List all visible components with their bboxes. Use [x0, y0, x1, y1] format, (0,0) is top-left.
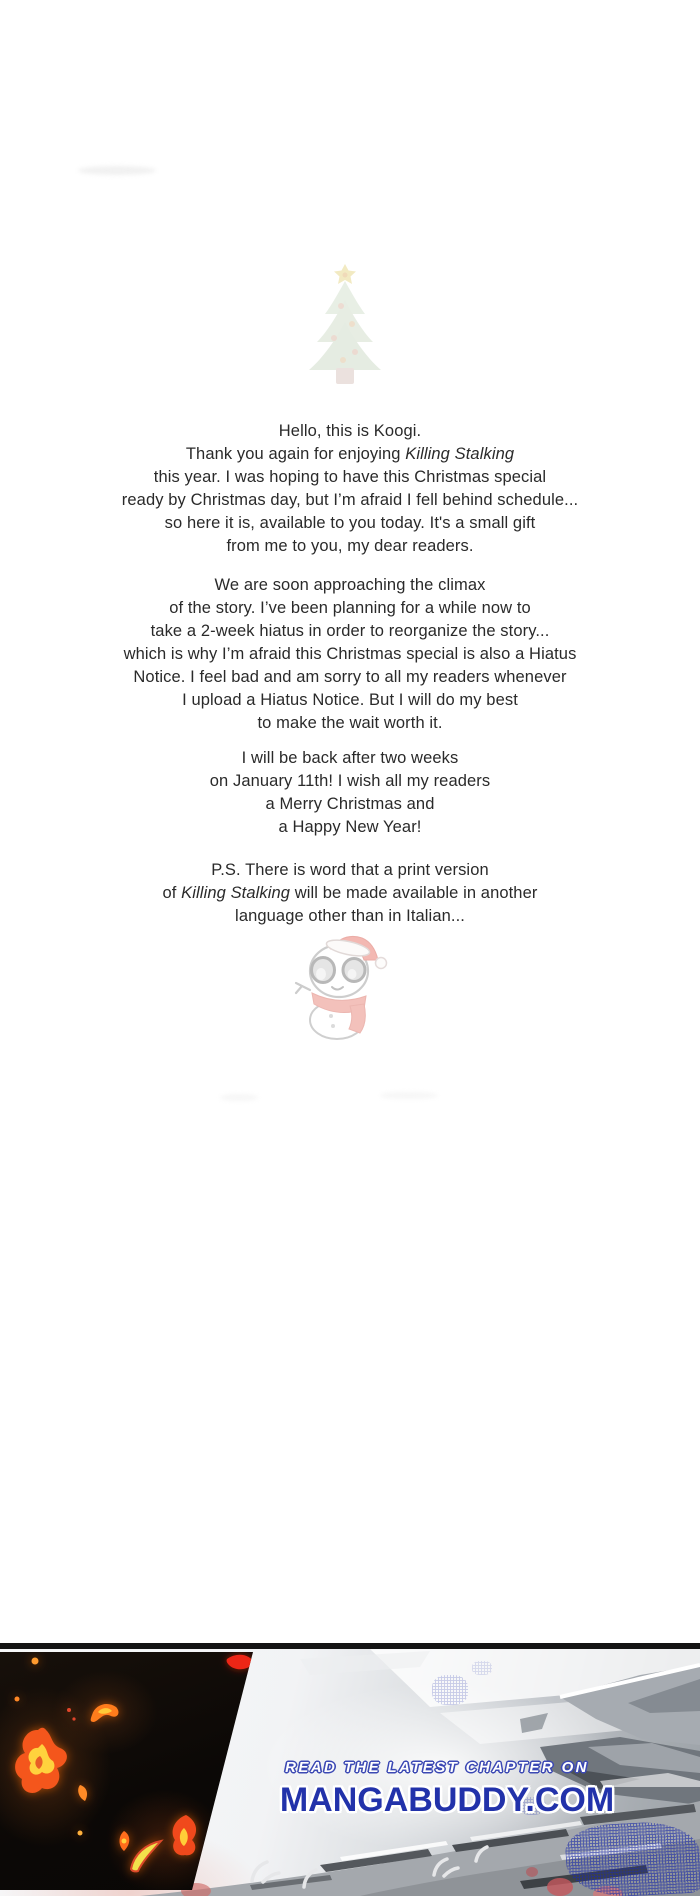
promo-tagline: READ THE LATEST CHAPTER ON: [285, 1759, 589, 1776]
scan-smudge: [380, 1092, 438, 1099]
blue-dither-patch: [432, 1675, 468, 1705]
scan-smudge: [220, 1094, 258, 1101]
letter-paragraph: P.S. There is word that a print version of Killing Stalking will be made available in another language other than in Italian...: [162, 861, 538, 925]
blue-dither-patch: [564, 1820, 700, 1896]
letter-paragraph: We are soon approaching the climax of the story. I’ve been planning for a while now to take a 2-week hiatus in order to reorganize the story... which is why I’m afraid this Christmas special is also a Hiatus Notice. I feel bad and am sorry to all my readers whenever I upload a Hiatus Notice. But I will do my best to make the wait worth it.: [123, 576, 577, 732]
snowman-arm: [296, 983, 310, 993]
blue-dither-patch: [472, 1661, 492, 1675]
letter-paragraph: I will be back after two weeks on January 11th! I wish all my readers a Merry Christmas and a Happy New Year!: [209, 749, 491, 836]
tree-tier-bottom: [309, 322, 381, 370]
site-url[interactable]: MANGABUDDY.COM: [279, 1781, 615, 1819]
mangabuddy-promo-banner[interactable]: [0, 1641, 700, 1896]
flame-cluster: [15, 1658, 197, 1872]
banner-artwork: [0, 1649, 700, 1896]
snowman-illustration: [288, 930, 392, 1042]
letter-paragraph: Hello, this is Koogi. Thank you again for enjoying Killing Stalking this year. I was hoping to have this Christmas special ready by Christmas day, but I’m afraid I fell behind schedule... so here it is, available to you today. It's a small gift from me to you, my dear readers.: [121, 422, 579, 555]
letter: [0, 420, 700, 928]
tree-trunk: [336, 368, 354, 384]
red-ember: [227, 1655, 253, 1669]
scan-smudge: [78, 166, 156, 175]
christmas-tree-illustration: [297, 260, 393, 386]
